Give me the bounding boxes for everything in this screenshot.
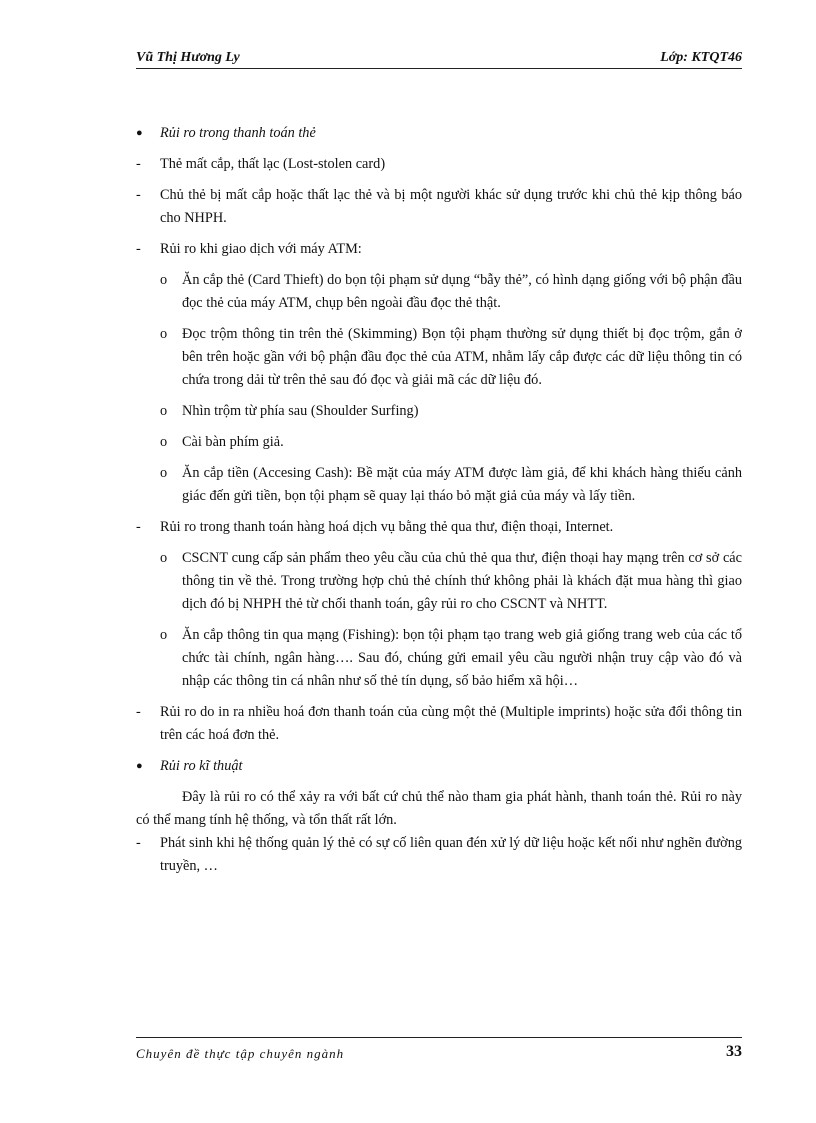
list-item: - Rủi ro khi giao dịch với máy ATM: [136, 238, 742, 261]
dash-marker: - [136, 704, 141, 720]
circle-marker: o [160, 550, 168, 566]
body-paragraph: Đây là rủi ro có thể xảy ra với bất cứ chủ thể nào tham gia phát hành, thanh toán thẻ. Rủi ro này có thể mang tính hệ thống, và tổn thất rất lớn. [136, 789, 742, 828]
circle-marker: o [160, 627, 168, 643]
circle-marker: o [160, 272, 168, 288]
section-heading: ● Rủi ro trong thanh toán thẻ [136, 122, 742, 145]
sub-list-item: o Cài bàn phím giả. [136, 431, 742, 454]
list-item: - Chủ thẻ bị mất cắp hoặc thất lạc thẻ và bị một người khác sử dụng trước khi chủ thẻ kịp thông báo cho NHPH. [136, 184, 742, 230]
page-content [136, 122, 742, 886]
class-label: Lớp: KTQT46 [660, 50, 742, 65]
sub-list-item: o Nhìn trộm từ phía sau (Shoulder Surfing) [136, 400, 742, 423]
page-header [136, 50, 742, 69]
circle-marker: o [160, 326, 168, 342]
dash-marker: - [136, 519, 141, 535]
list-item: - Rủi ro trong thanh toán hàng hoá dịch vụ bằng thẻ qua thư, điện thoại, Internet. [136, 516, 742, 539]
circle-marker: o [160, 434, 168, 450]
sub-list-item: o CSCNT cung cấp sản phẩm theo yêu cầu của chủ thẻ qua thư, điện thoại hay mạng trên cơ sở các thông tin về thẻ. Trong trường hợp chủ thẻ chính thứ không phải là khách đặt mua hàng thì giao dịch đó bị NHPH thẻ từ chối thanh toán, gây rủi ro cho CSCNT và NHTT. [136, 547, 742, 616]
bullet-icon: ● [136, 127, 143, 139]
dash-marker: - [136, 835, 141, 851]
list-item: - Rủi ro do in ra nhiều hoá đơn thanh toán của cùng một thẻ (Multiple imprints) hoặc sửa đổi thông tin trên các hoá đơn thẻ. [136, 701, 742, 747]
dash-marker: - [136, 187, 141, 203]
bullet-icon: ● [136, 760, 143, 772]
list-item: - Thẻ mất cắp, thất lạc (Lost-stolen card) [136, 153, 742, 176]
list-item: - Phát sinh khi hệ thống quản lý thẻ có sự cố liên quan đén xử lý dữ liệu hoặc kết nối như nghẽn đường truyền, … [136, 832, 742, 878]
section-heading: ● Rủi ro kĩ thuật [136, 755, 742, 778]
author-name: Vũ Thị Hương Ly [136, 50, 240, 65]
circle-marker: o [160, 465, 168, 481]
dash-marker: - [136, 156, 141, 172]
sub-list-item: o Ăn cắp tiền (Accesing Cash): Bề mặt của máy ATM được làm giả, để khi khách hàng thiếu cảnh giác đến gửi tiền, bọn tội phạm sẽ quay lại tháo bỏ mặt giả của máy và lấy tiền. [136, 462, 742, 508]
page-number: 33 [726, 1043, 742, 1060]
sub-list-item: o Ăn cắp thông tin qua mạng (Fishing): bọn tội phạm tạo trang web giả giống trang web của các tổ chức tài chính, ngân hàng…. Sau đó, chúng gửi email yêu cầu người nhận truy cập vào đó và nhập các thông tin cá nhân như số thẻ tín dụng, số bảo hiểm xã hội… [136, 624, 742, 693]
circle-marker: o [160, 403, 168, 419]
sub-list-item: o Ăn cắp thẻ (Card Thieft) do bọn tội phạm sử dụng “bẫy thẻ”, có hình dạng giống với bộ phận đầu đọc thẻ của máy ATM, chụp bên ngoài đầu đọc thẻ thật. [136, 269, 742, 315]
footer-divider [136, 1037, 742, 1038]
dash-marker: - [136, 241, 141, 257]
sub-list-item: o Đọc trộm thông tin trên thẻ (Skimming) Bọn tội phạm thường sử dụng thiết bị đọc trộm, gắn ở bên trên hoặc gần với bộ phận đầu đọc thẻ của ATM, nhằm lấy cắp được các dữ liệu thông tin có chứa trong dải từ trên thẻ sau đó đọc và giải mã các dữ liệu đó. [136, 323, 742, 392]
footer-title: Chuyên đề thực tập chuyên ngành [136, 1046, 345, 1061]
